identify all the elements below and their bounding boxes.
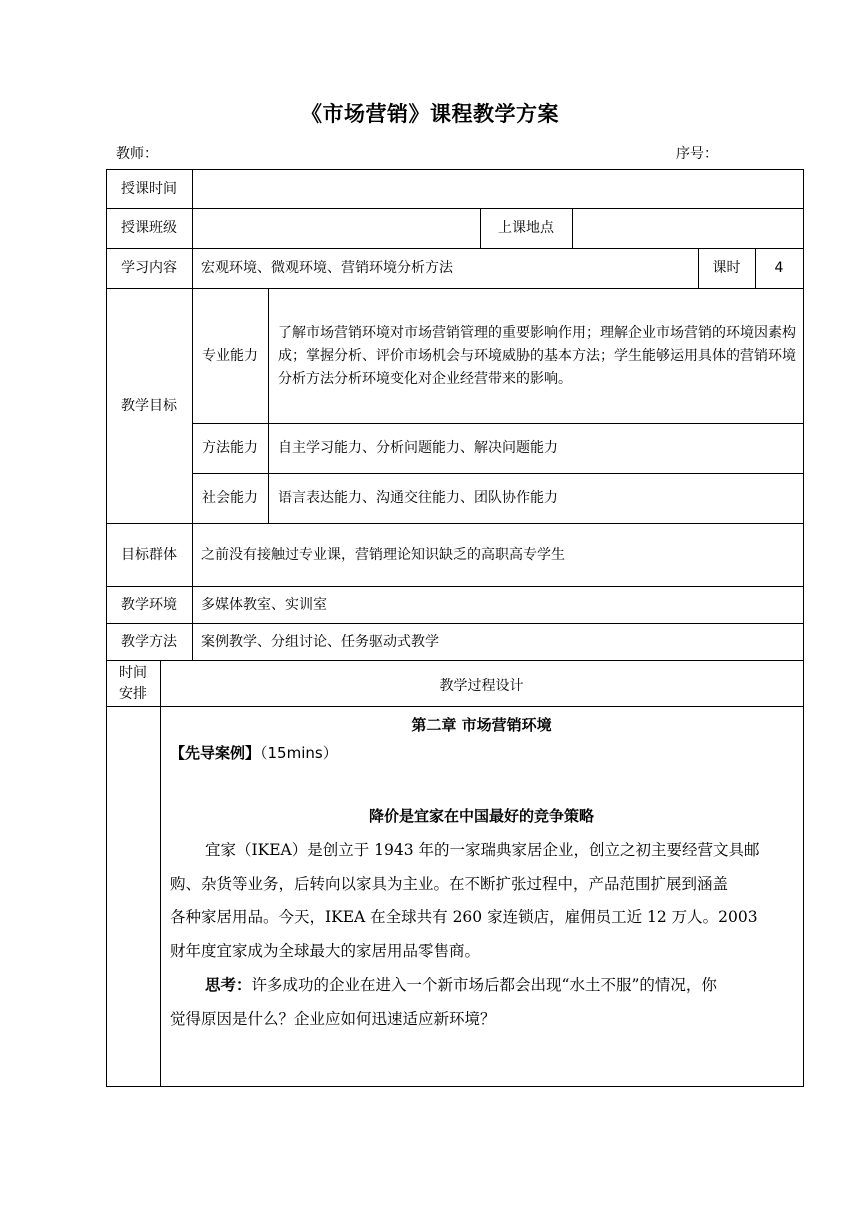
content-label: 学习内容 xyxy=(121,260,177,276)
teaching-env-label: 教学环境 xyxy=(121,597,177,613)
professional-ability-label: 专业能力 xyxy=(202,348,258,364)
serial-label: 序号： xyxy=(676,146,718,162)
lead-case-line xyxy=(170,742,338,764)
content-value: 宏观环境、微观环境、营销环境分析方法 xyxy=(201,260,453,276)
teaching-method-value: 案例教学、分组讨论、任务驱动式教学 xyxy=(201,634,439,650)
time-arrange-label-2: 安排 xyxy=(119,686,147,702)
teaching-env-value: 多媒体教室、实训室 xyxy=(201,597,327,613)
case-title: 降价是宜家在中国最好的竞争策略 xyxy=(368,807,594,825)
teaching-method-label: 教学方法 xyxy=(121,634,177,650)
lead-case-duration: （15mins） xyxy=(260,744,338,762)
social-ability-label: 社会能力 xyxy=(202,490,258,506)
process-design-label: 教学过程设计 xyxy=(439,678,524,694)
think-question-line: 觉得原因是什么？企业应如何迅速适应新环境？ xyxy=(170,1010,496,1028)
method-ability-label: 方法能力 xyxy=(202,440,258,456)
hours-label: 课时 xyxy=(712,260,741,276)
case-paragraph-line: 各种家居用品。今天，IKEA 在全球共有 260 家连锁店，雇佣员工近 12 万人。2003 xyxy=(170,908,758,926)
case-paragraph-line: 宜家（IKEA）是创立于 1943 年的一家瑞典家居企业，创立之初主要经营文具邮 xyxy=(205,841,760,859)
chapter-heading: 第二章 市场营销环境 xyxy=(411,716,552,734)
case-paragraph-line: 购、杂货等业务，后转向以家具为主业。在不断扩张过程中，产品范围扩展到涵盖 xyxy=(170,875,729,893)
target-group-label: 目标群体 xyxy=(121,547,177,563)
think-label: 思考： xyxy=(205,975,252,994)
social-ability-value: 语言表达能力、沟通交往能力、团队协作能力 xyxy=(278,490,558,506)
teacher-label: 教师： xyxy=(116,146,158,162)
hours-value: 4 xyxy=(774,260,784,276)
goals-label: 教学目标 xyxy=(121,398,177,414)
professional-ability-value: 了解市场营销环境对市场营销管理的重要影响作用；理解企业市场营销的环境因素构成；掌握分析、评价市场机会与环境威胁的基本方法；学生能够运用具体的营销环境分析方法分析环境变化对企业经营带来的影响。 xyxy=(278,325,796,387)
think-question-line xyxy=(205,974,717,996)
location-label: 上课地点 xyxy=(498,220,554,236)
case-paragraph-line: 财年度宜家成为全球最大的家居用品零售商。 xyxy=(170,942,481,960)
think-text: 许多成功的企业在进入一个新市场后都会出现“水土不服”的情况，你 xyxy=(251,976,717,994)
class-label: 授课班级 xyxy=(121,220,177,236)
time-arrange-label-1: 时间 xyxy=(119,665,147,681)
time-label: 授课时间 xyxy=(121,181,177,197)
method-ability-value: 自主学习能力、分析问题能力、解决问题能力 xyxy=(278,440,558,456)
page-title: 《市场营销》课程教学方案 xyxy=(301,102,559,126)
lead-case-label: 【先导案例】 xyxy=(170,744,261,762)
target-group-value: 之前没有接触过专业课，营销理论知识缺乏的高职高专学生 xyxy=(201,547,565,563)
